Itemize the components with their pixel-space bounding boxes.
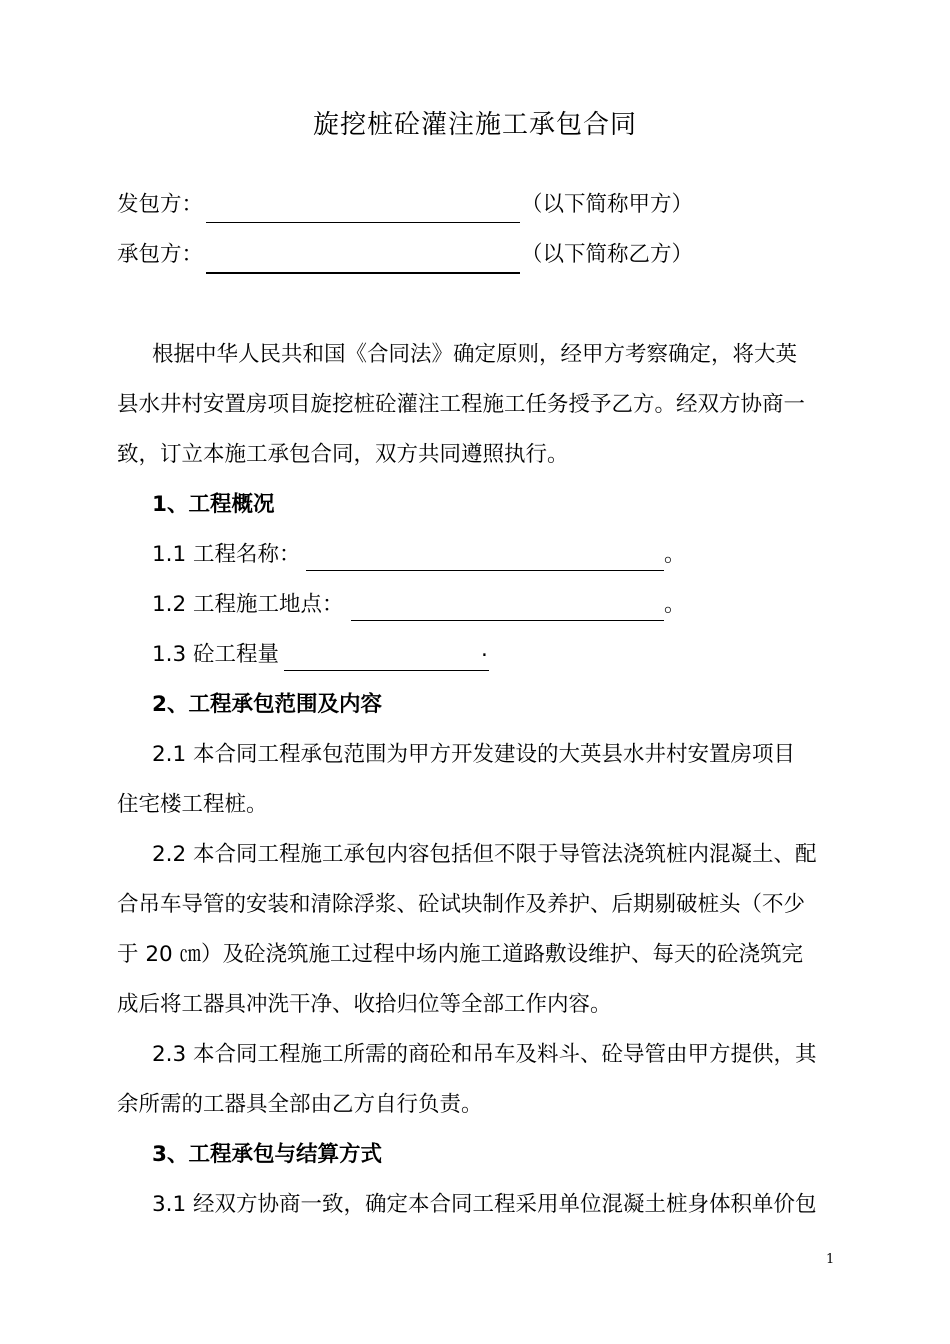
item-1-1-label: 1.1 工程名称： — [152, 542, 301, 567]
clause-3-1-line-1: 3.1 经双方协商一致，确定本合同工程采用单位混凝土桩身体积单价包 — [152, 1192, 817, 1217]
item-1-3-end: . — [481, 637, 488, 662]
clause-2-2-line-4: 成后将工器具冲洗干净、收拾归位等全部工作内容。 — [117, 992, 612, 1017]
page-number: 1 — [826, 1252, 835, 1267]
preamble-line-2: 县水井村安置房项目旋挖桩砼灌注工程施工任务授予乙方。经双方协商一 — [117, 392, 806, 417]
clause-2-3-line-2: 余所需的工器具全部由乙方自行负责。 — [117, 1092, 483, 1117]
item-1-2-label: 1.2 工程施工地点： — [152, 592, 344, 617]
party-b-blank — [206, 246, 520, 274]
clause-2-1-line-1: 2.1 本合同工程承包范围为甲方开发建设的大英县水井村安置房项目 — [152, 742, 796, 767]
section-3-heading: 3、工程承包与结算方式 — [152, 1142, 382, 1167]
preamble-line-1: 根据中华人民共和国《合同法》确定原则，经甲方考察确定，将大英 — [152, 342, 798, 367]
party-b-label: 承包方： — [117, 242, 204, 267]
party-a-suffix: （以下简称甲方） — [521, 192, 694, 217]
preamble-line-3: 致，订立本施工承包合同，双方共同遵照执行。 — [117, 442, 569, 467]
clause-2-3-line-1: 2.3 本合同工程施工所需的商砼和吊车及料斗、砼导管由甲方提供，其 — [152, 1042, 817, 1067]
section-1-heading: 1、工程概况 — [152, 492, 275, 517]
clause-2-2-line-1: 2.2 本合同工程施工承包内容包括但不限于导管法浇筑桩内混凝土、配 — [152, 842, 817, 867]
party-b-suffix: （以下简称乙方） — [521, 242, 694, 267]
item-1-2-end: 。 — [664, 592, 686, 617]
clause-2-2-line-3: 于 20 ㎝）及砼浇筑施工过程中场内施工道路敷设维护、每天的砼浇筑完 — [117, 942, 804, 967]
party-a-label: 发包方： — [117, 192, 204, 217]
section-2-heading: 2、工程承包范围及内容 — [152, 692, 382, 717]
clause-2-1-line-2: 住宅楼工程桩。 — [117, 792, 268, 817]
item-1-1-end: 。 — [664, 542, 686, 567]
project-location-blank — [351, 596, 664, 621]
project-name-blank — [306, 546, 664, 571]
item-1-3-label: 1.3 砼工程量 — [152, 642, 280, 667]
party-a-blank — [206, 196, 520, 223]
concrete-quantity-blank — [284, 646, 489, 671]
document-title: 旋挖桩砼灌注施工承包合同 — [312, 110, 637, 140]
clause-2-2-line-2: 合吊车导管的安装和清除浮浆、砼试块制作及养护、后期剔破桩头（不少 — [117, 892, 806, 917]
